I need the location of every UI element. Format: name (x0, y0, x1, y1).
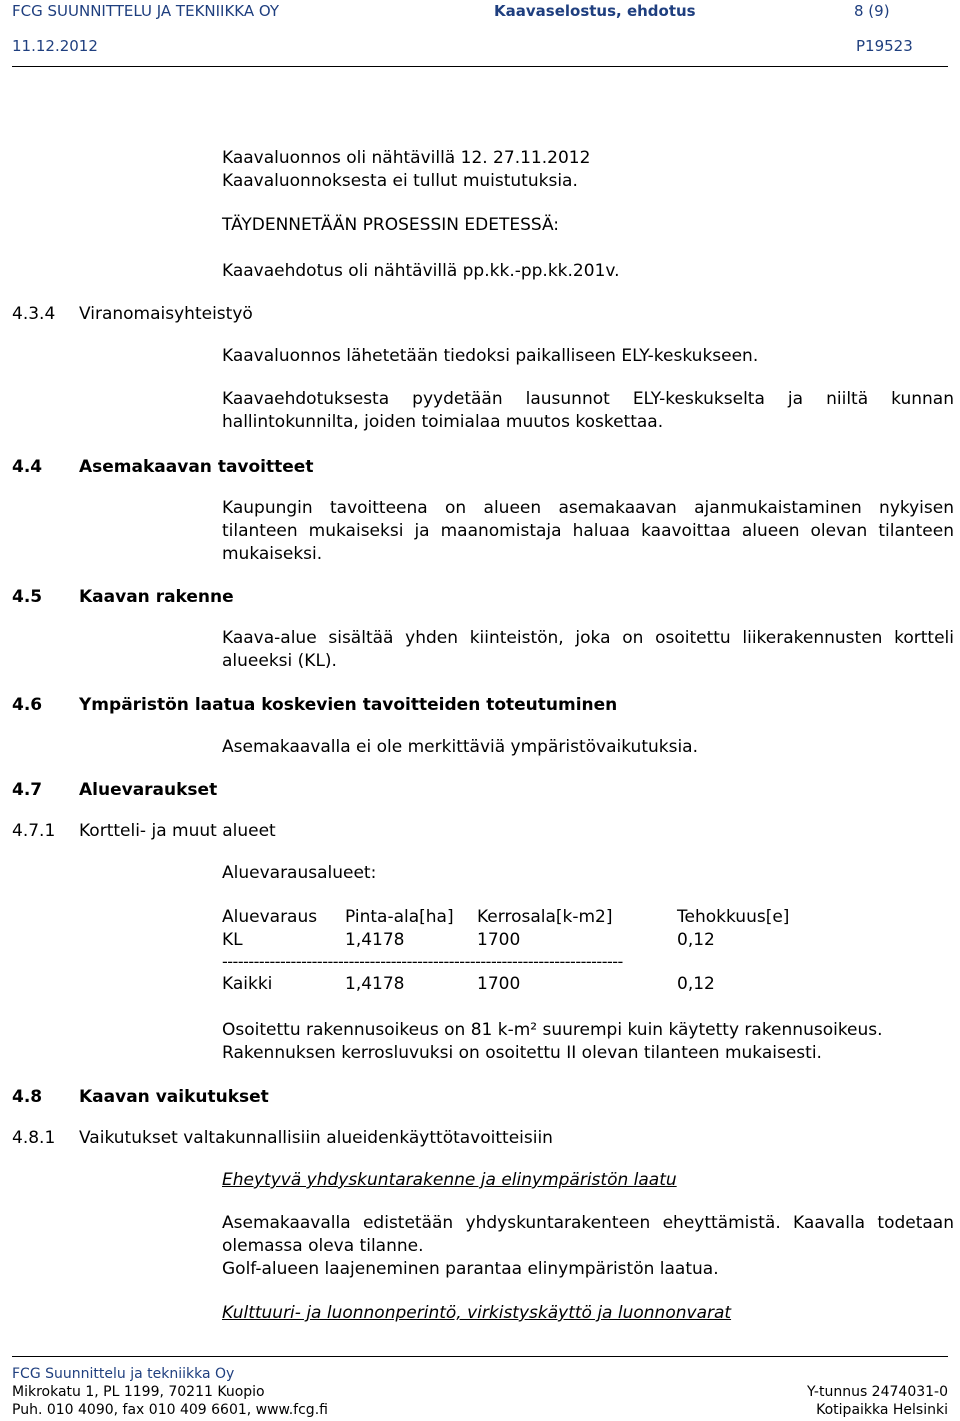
footer-company: FCG Suunnittelu ja tekniikka Oy (12, 1366, 235, 1382)
section-number: 4.3.4 (12, 304, 56, 324)
text-line: Kaavaluonnos lähetetään tiedoksi paikalliseen ELY-keskukseen. (222, 346, 759, 366)
table-header: Tehokkuus[e] (677, 907, 790, 927)
section-number: 4.4 (12, 457, 43, 477)
text-line: Osoitettu rakennusoikeus on 81 k-m² suurempi kuin käytetty rakennusoikeus. (222, 1020, 883, 1040)
paragraph: Asemakaavalla edistetään yhdyskuntarakenteen eheyttämistä. Kaavalla todetaan olemassa oleva tilanne. (222, 1213, 954, 1256)
section-number: 4.5 (12, 587, 43, 607)
text-line: Asemakaavalla ei ole merkittäviä ympäristövaikutuksia. (222, 737, 698, 757)
header-doc-title: Kaavaselostus, ehdotus (494, 2, 696, 20)
section-title: Kortteli- ja muut alueet (79, 821, 276, 841)
section-title: Vaikutukset valtakunnallisiin alueidenkäyttötavoitteisiin (79, 1128, 553, 1148)
section-number: 4.6 (12, 695, 43, 715)
table-total-cell: 0,12 (677, 974, 715, 994)
table-total-cell: 1700 (477, 974, 521, 994)
footer-address: Mikrokatu 1, PL 1199, 70211 Kuopio (12, 1384, 265, 1400)
table-total-cell: Kaikki (222, 974, 273, 994)
subheading: Kulttuuri- ja luonnonperintö, virkistyskäyttö ja luonnonvarat (222, 1303, 732, 1323)
section-title: Kaavan rakenne (79, 587, 234, 607)
text-line: Aluevarausalueet: (222, 863, 377, 883)
footer-rule (12, 1356, 948, 1357)
section-title: Kaavan vaikutukset (79, 1087, 269, 1107)
paragraph: Kaupungin tavoitteena on alueen asemakaavan ajanmukaistaminen nykyisen tilanteen mukaiseksi ja maanomistaja haluaa kaavoittaa alueen olevan tilanteen mukaiseksi. (222, 498, 954, 564)
section-number: 4.8 (12, 1087, 43, 1107)
footer-contact: Puh. 010 4090, fax 010 409 6601, www.fcg.fi (12, 1402, 328, 1418)
section-number: 4.7 (12, 780, 43, 800)
section-title: Aluevaraukset (79, 780, 218, 800)
table-separator: ---------------------------------------------------------------------------- (222, 952, 623, 971)
section-title: Asemakaavan tavoitteet (79, 457, 314, 477)
header-rule (12, 66, 948, 67)
table-cell: KL (222, 930, 243, 950)
section-number: 4.8.1 (12, 1128, 56, 1148)
land-use-table (222, 906, 922, 1002)
header-date: 11.12.2012 (12, 37, 98, 55)
subheading: Eheytyvä yhdyskuntarakenne ja elinympäristön laatu (222, 1170, 677, 1190)
table-header: Kerrosala[k-m2] (477, 907, 613, 927)
paragraph: Kaavaehdotuksesta pyydetään lausunnot ELY-keskukselta ja niiltä kunnan hallintokunnilta, joiden toimialaa muutos koskettaa. (222, 389, 954, 432)
footer-business-id: Y-tunnus 2474031-0 (807, 1384, 948, 1400)
text-line: Golf-alueen laajeneminen parantaa elinympäristön laatua. (222, 1259, 719, 1279)
table-cell: 0,12 (677, 930, 715, 950)
table-header: Pinta-ala[ha] (345, 907, 454, 927)
text-line: Kaavaluonnoksesta ei tullut muistutuksia. (222, 171, 578, 191)
text-line: Kaavaehdotus oli nähtävillä pp.kk.-pp.kk.201v. (222, 261, 620, 281)
text-line: Rakennuksen kerrosluvuksi on osoitettu II olevan tilanteen mukaisesti. (222, 1043, 822, 1063)
header-project-code: P19523 (856, 37, 913, 55)
table-cell: 1700 (477, 930, 521, 950)
paragraph: Kaava-alue sisältää yhden kiinteistön, joka on osoitettu liikerakennusten kortteli alueeksi (KL). (222, 628, 954, 671)
section-number: 4.7.1 (12, 821, 56, 841)
footer-domicile: Kotipaikka Helsinki (816, 1402, 948, 1418)
table-total-cell: 1,4178 (345, 974, 405, 994)
section-title: Viranomaisyhteistyö (79, 304, 253, 324)
header-company: FCG SUUNNITTELU JA TEKNIIKKA OY (12, 2, 280, 20)
table-header: Aluevaraus (222, 907, 318, 927)
text-line: Kaavaluonnos oli nähtävillä 12. 27.11.2012 (222, 148, 591, 168)
text-line: TÄYDENNETÄÄN PROSESSIN EDETESSÄ: (222, 215, 560, 235)
section-title: Ympäristön laatua koskevien tavoitteiden toteutuminen (79, 695, 618, 715)
header-page-number: 8 (9) (854, 2, 890, 20)
table-cell: 1,4178 (345, 930, 405, 950)
